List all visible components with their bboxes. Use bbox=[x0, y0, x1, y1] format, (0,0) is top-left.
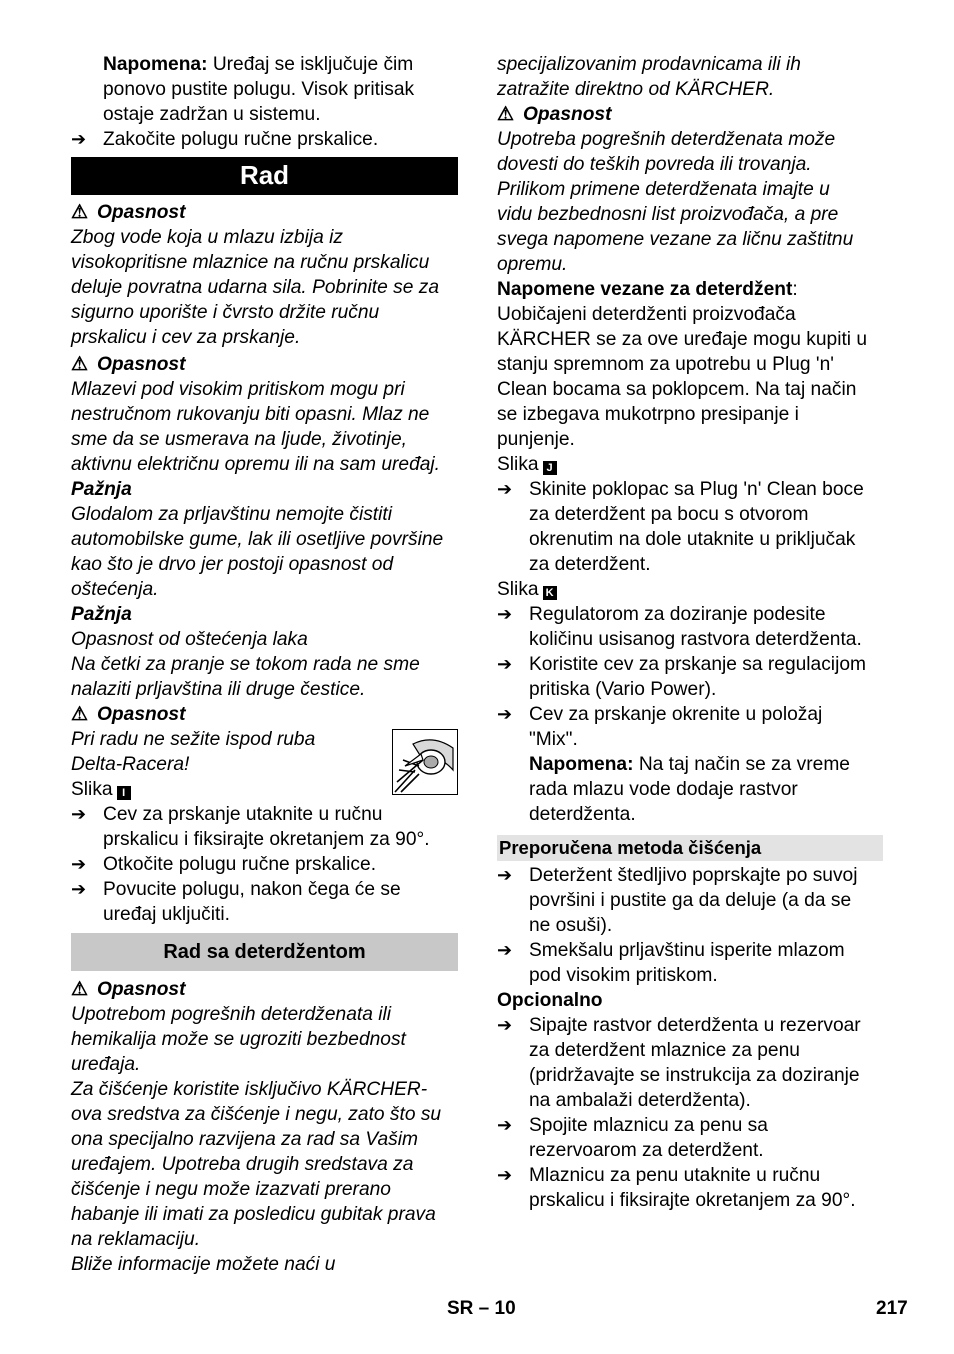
note-label: Napomena: bbox=[529, 754, 634, 775]
figure-reference: Slika I bbox=[71, 777, 458, 802]
continued-text: specijalizovanim prodavnicama ili ih zatražite direktno od KÄRCHER. bbox=[497, 54, 801, 100]
arrow-icon: ➔ bbox=[497, 654, 513, 674]
warning-icon: ⚠ bbox=[71, 979, 89, 1000]
delta-racer-warning bbox=[71, 702, 458, 802]
caution-text: Opasnost od oštećenja laka Na četki za pranje se tokom rada ne sme nalaziti prljavština ili druge čestice. bbox=[71, 629, 420, 700]
list-item: ➔ Regulatorom za doziranje podesite količinu usisanog rastvora deterdženta. bbox=[497, 604, 862, 650]
arrow-icon: ➔ bbox=[497, 1015, 513, 1035]
warning-icon: ⚠ bbox=[71, 354, 89, 375]
figure-label-icon: I bbox=[117, 786, 131, 800]
list-item: ➔ Cev za prskanje utaknite u ručnu prskalicu i fiksirajte okretanjem za 90°. bbox=[71, 804, 430, 850]
note-paragraph: Napomena: Na taj način se za vreme rada mlazu vode dodaje rastvor deterdženta. bbox=[529, 754, 850, 825]
danger-text: Zbog vode koja u mlazu izbija iz visokopritisne mlaznice na ručnu prskalicu deluje povratna udarna sila. Pobrinite se za sigurno uporište i čvrsto držite ručnu prskalicu i cev za prskanje. bbox=[71, 227, 439, 348]
list-item: ➔ Zakočite polugu ručne prskalice. bbox=[71, 129, 379, 150]
left-column bbox=[71, 52, 458, 1277]
danger-heading: ⚠ Opasnost bbox=[71, 704, 186, 725]
figure-label-icon: J bbox=[543, 461, 557, 475]
list-item: ➔ Smekšalu prljavštinu isperite mlazom pod visokim pritiskom. bbox=[497, 940, 845, 986]
arrow-icon: ➔ bbox=[71, 879, 87, 899]
list-item: ➔ Cev za prskanje okrenite u položaj "Mix". bbox=[497, 704, 823, 750]
page-number: 217 bbox=[876, 1298, 908, 1319]
list-item: ➔ Skinite poklopac sa Plug 'n' Clean boce za deterdžent pa bocu s otvorom okrenutim na dole utaknite u priključak za deterdžent. bbox=[497, 479, 864, 575]
section-heading-method: Preporučena metoda čišćenja bbox=[497, 835, 883, 861]
warning-icon: ⚠ bbox=[71, 704, 89, 725]
section-heading-rad: Rad bbox=[71, 157, 458, 195]
caution-heading: Pažnja bbox=[71, 479, 132, 500]
note-label: Napomena: bbox=[103, 54, 208, 75]
footer-section-label: SR – 10 bbox=[447, 1298, 516, 1319]
list-item: ➔ Spojite mlaznicu za penu sa rezervoarom za deterdžent. bbox=[497, 1115, 768, 1161]
danger-text: Pri radu ne sežite ispod ruba Delta-Racera! bbox=[71, 729, 316, 775]
arrow-icon: ➔ bbox=[497, 1115, 513, 1135]
caution-text: Glodalom za prljavštinu nemojte čistiti automobilske gume, lak ili osetljive površine kao što je drvo jer postoji opasnost od oštećenja. bbox=[71, 504, 444, 600]
danger-heading: ⚠ Opasnost bbox=[497, 104, 612, 125]
arrow-icon: ➔ bbox=[71, 804, 87, 824]
right-column bbox=[497, 52, 883, 1213]
detergent-notes-text: Uobičajeni deterdženti proizvođača KÄRCHER se za ove uređaje mogu kupiti u stanju spremnom za upotrebu u Plug 'n' Clean bocama sa poklopcem. Na taj način se izbegava mukotrpno presipanje i punjenje. bbox=[497, 304, 868, 450]
brush-head-icon bbox=[393, 730, 457, 794]
list-item: ➔ Povucite polugu, nakon čega će se uređaj uključiti. bbox=[71, 879, 401, 925]
danger-text: Mlazevi pod visokim pritiskom mogu pri nestručnom rukovanju biti opasni. Mlaz ne sme da se usmerava na ljude, životinje, aktivnu električnu opremu ili na sam uređaj. bbox=[71, 379, 441, 475]
list-item: ➔ Otkočite polugu ručne prskalice. bbox=[71, 854, 377, 875]
arrow-icon: ➔ bbox=[497, 865, 513, 885]
figure-reference: Slika J bbox=[497, 452, 883, 477]
caution-heading: Pažnja bbox=[71, 604, 132, 625]
list-item: ➔ Koristite cev za prskanje sa regulacijom pritiska (Vario Power). bbox=[497, 654, 866, 700]
delta-racer-illustration bbox=[392, 729, 458, 795]
warning-icon: ⚠ bbox=[71, 202, 89, 223]
arrow-icon: ➔ bbox=[71, 854, 87, 874]
danger-heading: ⚠ Opasnost bbox=[71, 979, 186, 1000]
list-item: ➔ Deteržent štedljivo poprskajte po suvoj površini i pustite ga da deluje (a da se ne osuši). bbox=[497, 865, 858, 936]
arrow-icon: ➔ bbox=[497, 704, 513, 724]
warning-icon: ⚠ bbox=[497, 104, 515, 125]
arrow-icon: ➔ bbox=[497, 940, 513, 960]
detergent-notes-heading: Napomene vezane za deterdžent: bbox=[497, 279, 798, 300]
figure-reference: Slika K bbox=[497, 577, 883, 602]
arrow-icon: ➔ bbox=[497, 479, 513, 499]
figure-label-icon: K bbox=[543, 586, 557, 600]
list-item: ➔ Sipajte rastvor deterdženta u rezervoar za deterdžent mlaznice za penu (pridržavajte se instrukcija za doziranje na ambalaži deterdženta). bbox=[497, 1015, 861, 1111]
danger-text: Upotreba pogrešnih deterdženata može dovesti do teških povreda ili trovanja. Prilikom primene deterdženata imajte u vidu bezbednosni list proizvođača, a pre svega napomene vezane za ličnu zaštitnu opremu. bbox=[497, 129, 854, 275]
arrow-icon: ➔ bbox=[497, 604, 513, 624]
danger-heading: ⚠ Opasnost bbox=[71, 202, 186, 223]
danger-text: Upotrebom pogrešnih deterdženata ili hemikalija može se ugroziti bezbednost uređaja. Za čišćenje koristite isključivo KÄRCHER- ova sredstva za čišćenje i negu, zato što su ona specijalno razvijena za rad sa Vašim uređajem. Upotreba drugih sredstava za čišćenje i negu može izazvati prerano habanje ili imati za posledicu gubitak prava na reklamaciju. Bliže informacije možete naći u bbox=[71, 1004, 442, 1275]
arrow-icon: ➔ bbox=[497, 1165, 513, 1185]
danger-heading: ⚠ Opasnost bbox=[71, 354, 186, 375]
section-heading-detergent: Rad sa deterdžentom bbox=[71, 933, 458, 971]
arrow-icon: ➔ bbox=[71, 129, 87, 149]
list-item: ➔ Mlaznicu za penu utaknite u ručnu prskalicu i fiksirajte okretanjem za 90°. bbox=[497, 1165, 856, 1211]
optional-heading: Opcionalno bbox=[497, 990, 603, 1011]
note-paragraph: Napomena: Uređaj se isključuje čim ponovo pustite polugu. Visok pritisak ostaje zadržan u sistemu. bbox=[103, 54, 415, 125]
